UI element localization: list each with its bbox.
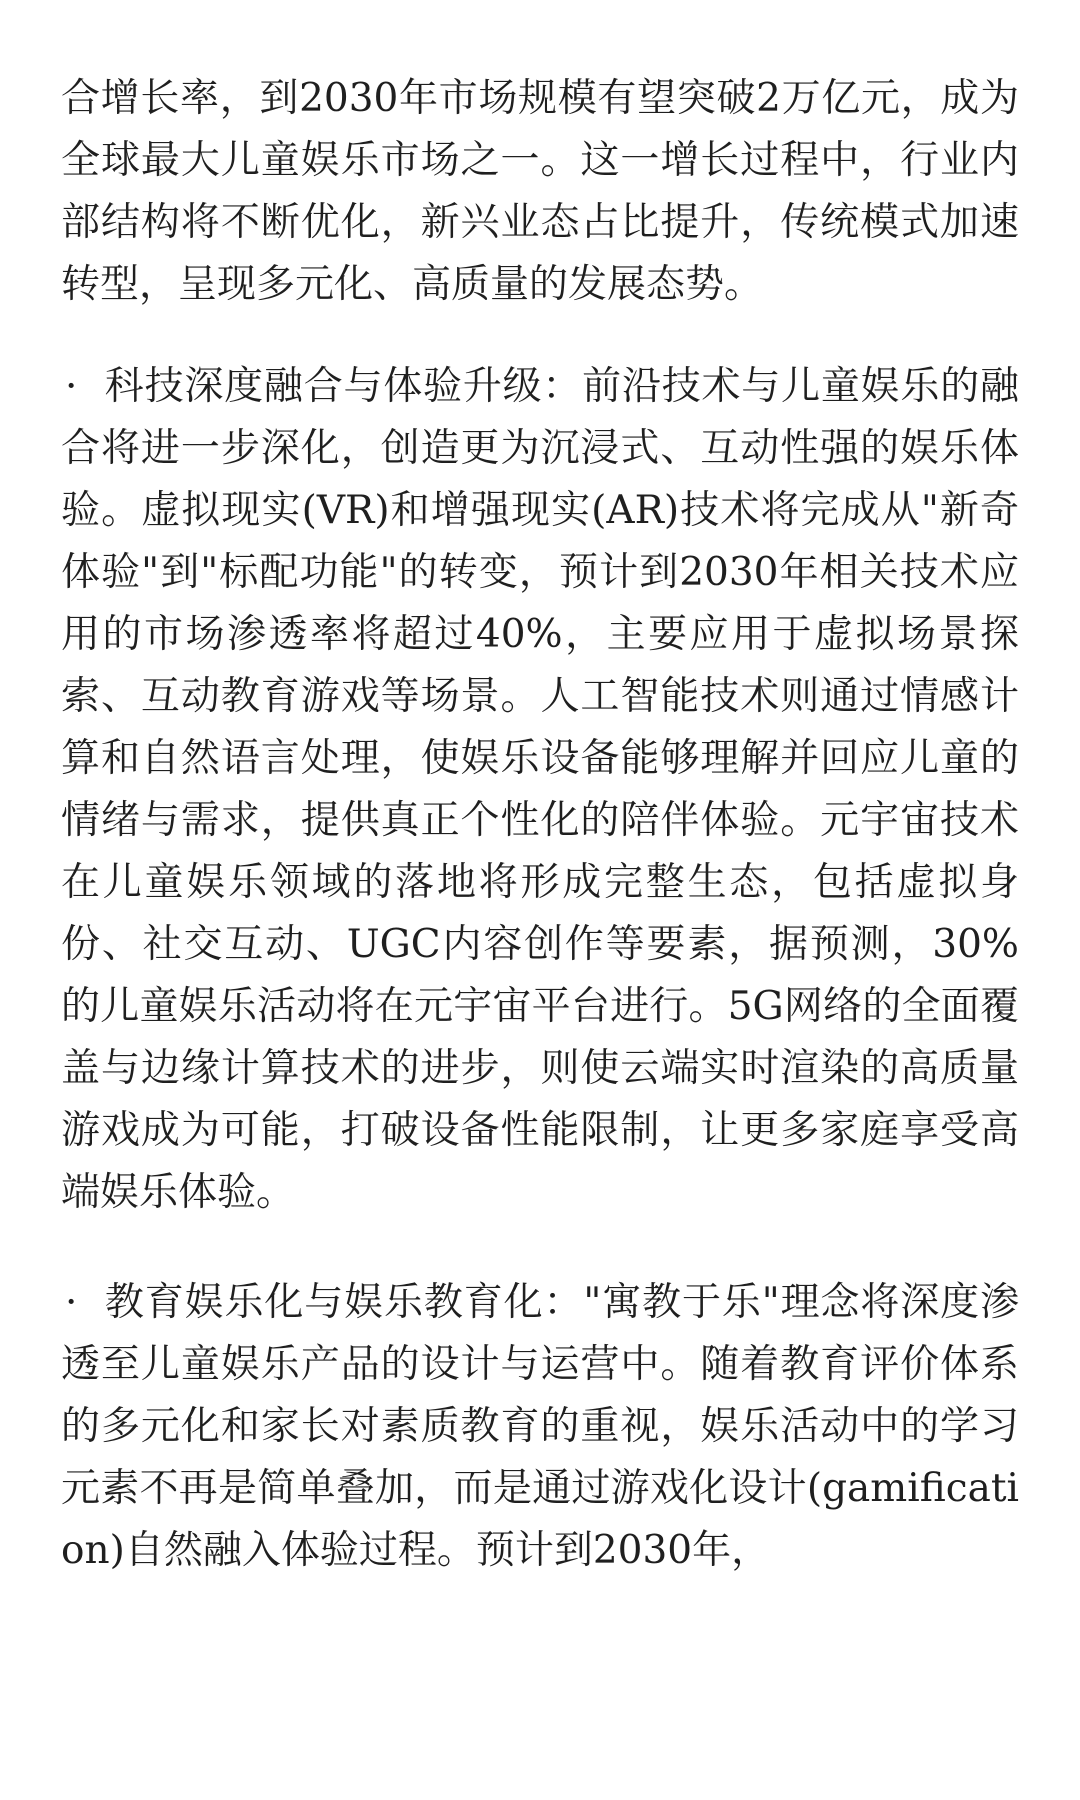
paragraph-tech-integration (61, 356, 1019, 1224)
paragraph-edutainment (61, 1272, 1019, 1582)
paragraph-text: 合增长率，到2030年市场规模有望突破2万亿元，成为全球最大儿童娱乐市场之一。这一增长过程中，行业内部结构将不断优化，新兴业态占比提升，传统模式加速转型，呈现多元化、高质量的发展态势。 (61, 76, 1019, 307)
paragraph-text: 教育娱乐化与娱乐教育化："寓教于乐"理念将深度渗透至儿童娱乐产品的设计与运营中。随着教育评价体系的多元化和家长对素质教育的重视，娱乐活动中的学习元素不再是简单叠加，而是通过游戏化设计(gamification)自然融入体验过程。预计到2030年， (61, 1280, 1019, 1573)
paragraph-text: 科技深度融合与体验升级：前沿技术与儿童娱乐的融合将进一步深化，创造更为沉浸式、互动性强的娱乐体验。虚拟现实(VR)和增强现实(AR)技术将完成从"新奇体验"到"标配功能"的转变，预计到2030年相关技术应用的市场渗透率将超过40%，主要应用于虚拟场景探索、互动教育游戏等场景。人工智能技术则通过情感计算和自然语言处理，使娱乐设备能够理解并回应儿童的情绪与需求，提供真正个性化的陪伴体验。元宇宙技术在儿童娱乐领域的落地将形成完整生态，包括虚拟身份、社交互动、UGC内容创作等要素，据预测，30%的儿童娱乐活动将在元宇宙平台进行。5G网络的全面覆盖与边缘计算技术的进步，则使云端实时渲染的高质量游戏成为可能，打破设备性能限制，让更多家庭享受高端娱乐体验。 (61, 364, 1019, 1215)
bullet-marker: · (65, 364, 78, 409)
bullet-marker: · (65, 1280, 78, 1325)
paragraph-market-growth (61, 68, 1019, 316)
